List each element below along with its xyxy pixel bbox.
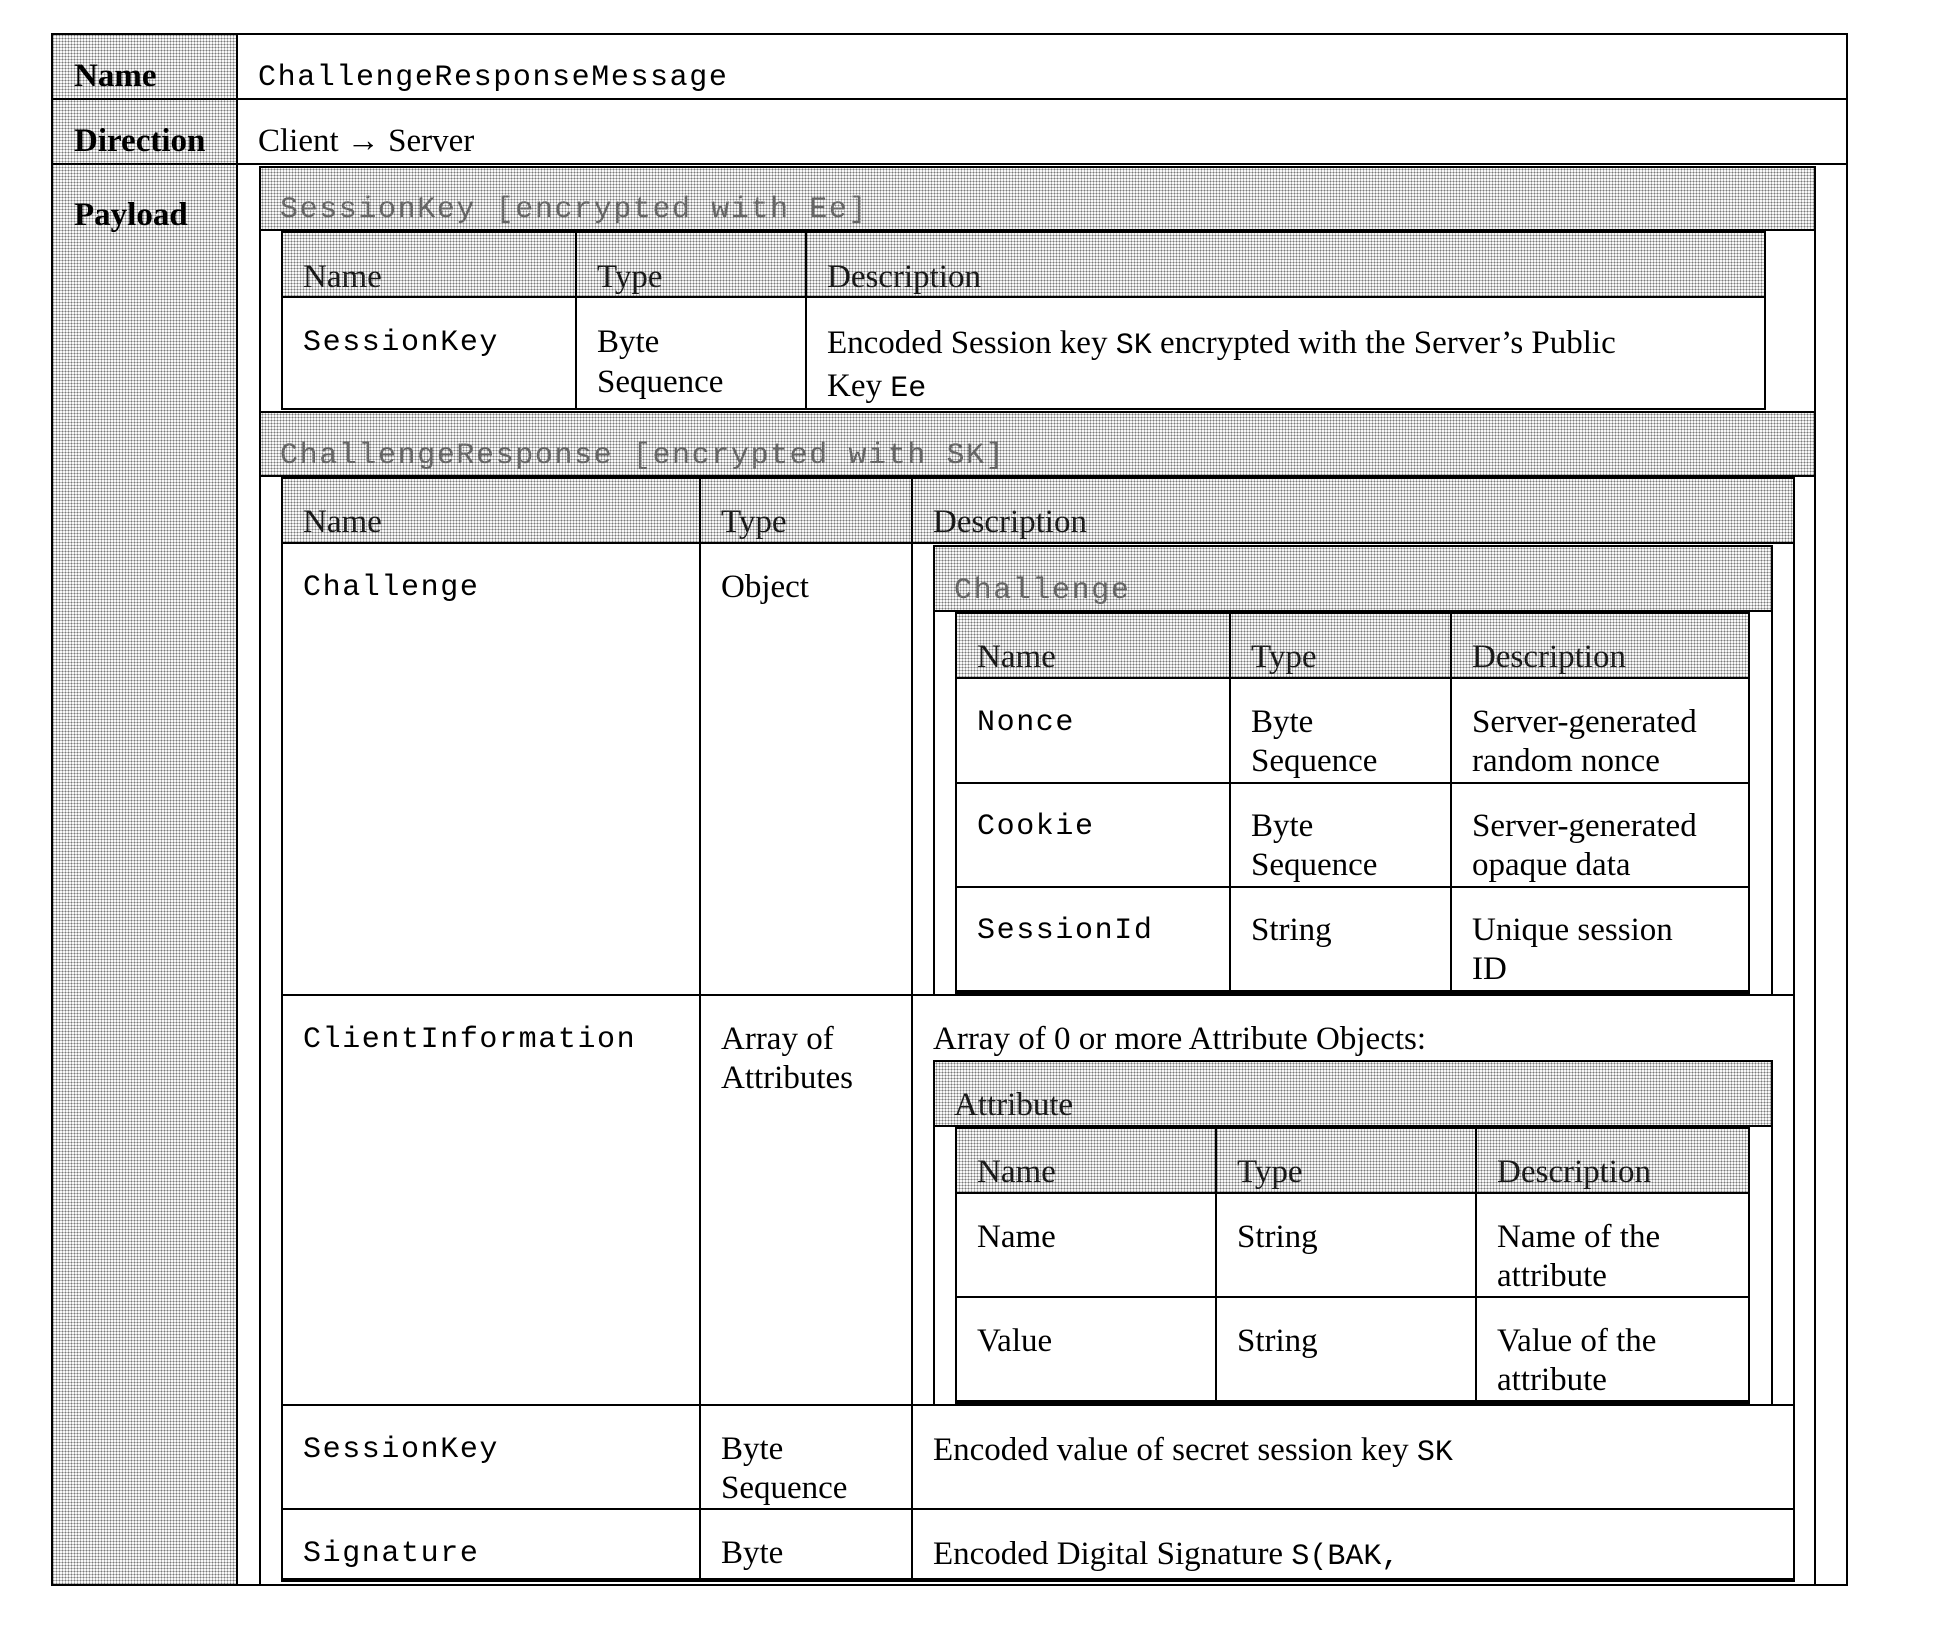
sessionid-name: SessionId <box>977 914 1154 948</box>
signature-desc-code: S(BAK, <box>1291 1540 1400 1574</box>
sessionkey-name: SessionKey <box>303 326 500 360</box>
nonce-type-2: Sequence <box>1251 743 1378 779</box>
header-description: Description <box>827 259 981 295</box>
arrow-right-icon: → <box>346 123 380 159</box>
signature-desc-text: Encoded Digital Signature <box>933 1536 1292 1572</box>
sessionkey-desc-1 <box>827 323 1616 366</box>
attr-header-description: Description <box>1497 1154 1651 1190</box>
attr-name-desc-2: attribute <box>1497 1258 1607 1294</box>
nonce-desc-2: random nonce <box>1472 743 1660 779</box>
cr-sessionkey-type-2: Sequence <box>721 1470 848 1506</box>
direction-to: Server <box>388 123 475 159</box>
challenge-response-title: ChallengeResponse [encrypted with SK] <box>280 439 1006 473</box>
message-name-value: ChallengeResponseMessage <box>258 61 729 95</box>
ch-header-description: Description <box>1472 639 1626 675</box>
cr-sessionkey-desc-code: SK <box>1416 1436 1453 1470</box>
cr-header-name: Name <box>303 504 382 540</box>
cookie-desc-2: opaque data <box>1472 847 1631 883</box>
sessionid-desc-2: ID <box>1472 951 1507 987</box>
cookie-type-2: Sequence <box>1251 847 1378 883</box>
clientinformation-type-2: Attributes <box>721 1060 853 1096</box>
cr-sessionkey-type-1: Byte <box>721 1431 784 1467</box>
attr-value-desc-1: Value of the <box>1497 1323 1657 1359</box>
attr-name-name: Name <box>977 1219 1056 1255</box>
clientinformation-desc: Array of 0 or more Attribute Objects: <box>933 1021 1427 1057</box>
nonce-name: Nonce <box>977 706 1076 740</box>
attr-header-name: Name <box>977 1154 1056 1190</box>
sessionkey-desc-1-code: SK <box>1115 329 1152 363</box>
direction-value <box>258 121 474 161</box>
attr-value-name: Value <box>977 1323 1053 1359</box>
sessionkey-desc-2-code: Ee <box>890 372 927 406</box>
direction-label: Direction <box>74 123 206 159</box>
nonce-desc-1: Server-generated <box>1472 704 1697 740</box>
nonce-type-1: Byte <box>1251 704 1314 740</box>
payload-label: Payload <box>74 197 188 233</box>
clientinformation-name: ClientInformation <box>303 1023 637 1057</box>
attr-value-desc-2: attribute <box>1497 1362 1607 1398</box>
cr-sessionkey-name: SessionKey <box>303 1433 500 1467</box>
sessionid-desc-1: Unique session <box>1472 912 1673 948</box>
name-label: Name <box>74 58 157 94</box>
attribute-subtitle: Attribute <box>954 1087 1074 1123</box>
ch-header-name: Name <box>977 639 1056 675</box>
attr-header-type: Type <box>1237 1154 1303 1190</box>
challenge-subtitle: Challenge <box>954 574 1131 608</box>
header-type: Type <box>597 259 663 295</box>
signature-type-1: Byte <box>721 1535 784 1571</box>
session-key-title: SessionKey [encrypted with Ee] <box>280 193 869 227</box>
clientinformation-type-1: Array of <box>721 1021 834 1057</box>
sessionid-type-1: String <box>1251 912 1332 948</box>
sessionkey-type-1: Byte <box>597 324 660 360</box>
sessionkey-desc-1-rest: encrypted with the Server’s Public <box>1151 325 1616 361</box>
cookie-type-1: Byte <box>1251 808 1314 844</box>
sessionkey-type-2: Sequence <box>597 364 724 400</box>
header-name: Name <box>303 259 382 295</box>
attr-value-type: String <box>1237 1323 1318 1359</box>
cookie-desc-1: Server-generated <box>1472 808 1697 844</box>
sessionkey-desc-2 <box>827 366 926 409</box>
ch-header-type: Type <box>1251 639 1317 675</box>
attr-name-desc-1: Name of the <box>1497 1219 1661 1255</box>
signature-desc <box>933 1534 1399 1577</box>
direction-from: Client <box>258 123 339 159</box>
signature-name: Signature <box>303 1537 480 1571</box>
challenge-name: Challenge <box>303 571 480 605</box>
challenge-type: Object <box>721 569 809 605</box>
attr-name-type: String <box>1237 1219 1318 1255</box>
sessionkey-desc-1-text: Encoded Session key <box>827 325 1116 361</box>
sessionkey-desc-2-text: Key <box>827 368 891 404</box>
session-key-table <box>281 231 1766 410</box>
cookie-name: Cookie <box>977 810 1095 844</box>
cr-sessionkey-desc-text: Encoded value of secret session key <box>933 1432 1417 1468</box>
cr-header-description: Description <box>933 504 1087 540</box>
cr-sessionkey-desc <box>933 1430 1453 1473</box>
cr-header-type: Type <box>721 504 787 540</box>
